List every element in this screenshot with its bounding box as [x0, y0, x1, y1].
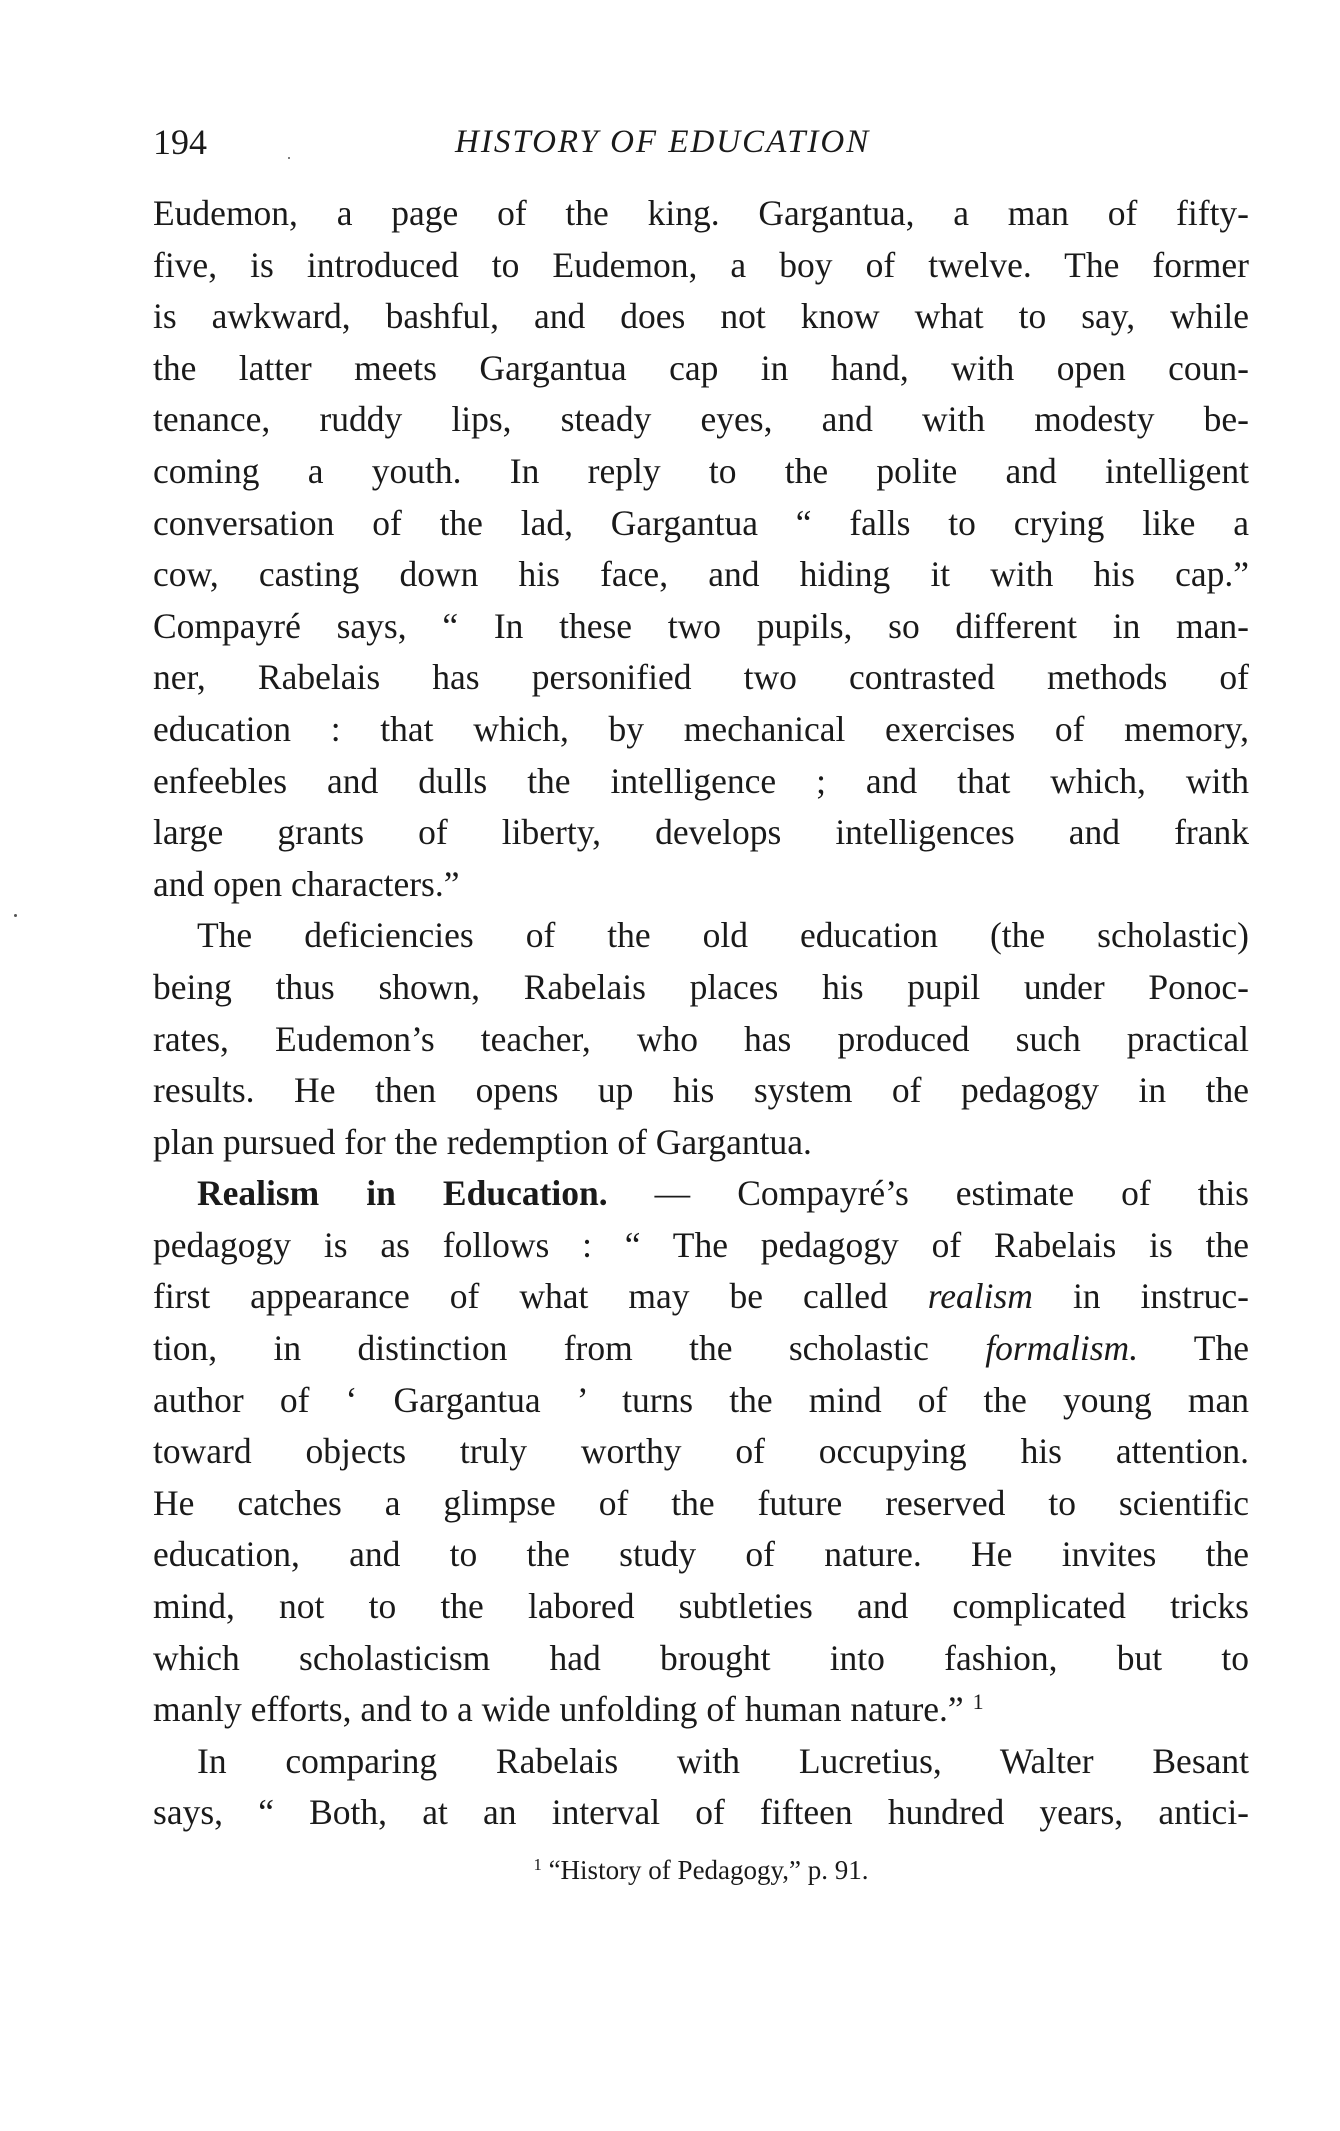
text-line: plan pursued for the redemption of Gargantua. — [153, 1121, 812, 1162]
emphasis: formalism. — [985, 1328, 1139, 1369]
text-line: results. He then opens up his system of pedagogy in the — [153, 1070, 1249, 1111]
text-line: education : that which, by mechanical exercises of memory, — [153, 708, 1249, 749]
text-run: The — [1138, 1328, 1249, 1369]
text-line — [153, 1271, 1249, 1323]
text-line: enfeebles and dulls the intelligence ; and that which, with — [153, 760, 1249, 801]
text-run: manly efforts, and to a wide unfolding of human nature.” — [153, 1689, 964, 1730]
text-line: the latter meets Gargantua cap in hand, with open coun- — [153, 347, 1249, 388]
footnote-marker: 1 — [533, 1854, 542, 1874]
text-line — [153, 1323, 1249, 1375]
page-speck — [14, 914, 17, 917]
text-line: cow, casting down his face, and hiding it with his cap.” — [153, 554, 1249, 595]
emphasis: realism — [927, 1276, 1033, 1317]
page-number: 194 — [153, 122, 207, 162]
running-head — [153, 118, 1249, 166]
text-line: toward objects truly worthy of occupying his attention. — [153, 1431, 1249, 1472]
text-line: Compayré says, “ In these two pupils, so different in man- — [153, 605, 1249, 646]
text-line: which scholasticism had brought into fashion, but to — [153, 1637, 1249, 1678]
text-line: large grants of liberty, develops intelligences and frank — [153, 812, 1249, 853]
text-line: Eudemon, a page of the king. Gargantua, a man of fifty- — [153, 193, 1249, 233]
body-text — [153, 188, 1249, 1839]
text-line: and open characters.” — [153, 863, 460, 904]
text-line: mind, not to the labored subtleties and complicated tricks — [153, 1586, 1249, 1627]
text-line: The deficiencies of the old education (the scholastic) — [197, 915, 1249, 956]
text-line: education, and to the study of nature. He invites the — [153, 1534, 1249, 1575]
text-line: coming a youth. In reply to the polite and intelligent — [153, 450, 1249, 491]
footnote-text: “History of Pedagogy,” p. 91. — [541, 1855, 869, 1885]
text-line: is awkward, bashful, and does not know what to say, while — [153, 296, 1249, 337]
text-line: conversation of the lad, Gargantua “ falls to crying like a — [153, 502, 1249, 543]
text-line: pedagogy is as follows : “ The pedagogy of Rabelais is the — [153, 1224, 1249, 1265]
text-run: first appearance of what may be called — [153, 1276, 928, 1317]
text-run: in instruc- — [1032, 1276, 1249, 1317]
text-line: author of ‘ Gargantua ’ turns the mind of the young man — [153, 1379, 1249, 1420]
text-line — [153, 1684, 1249, 1736]
text-run: — Compayré’s estimate of this — [607, 1173, 1249, 1214]
running-title: HISTORY OF EDUCATION — [455, 124, 871, 160]
page-speck — [288, 157, 290, 159]
text-line: five, is introduced to Eudemon, a boy of twelve. The former — [153, 244, 1249, 285]
text-line: In comparing Rabelais with Lucretius, Walter Besant — [197, 1740, 1249, 1781]
text-line: says, “ Both, at an interval of fifteen hundred years, antici- — [153, 1792, 1249, 1833]
text-line — [153, 1168, 1249, 1220]
section-heading: Realism in Education. — [197, 1173, 608, 1214]
footnote — [153, 1850, 1249, 1890]
text-line: tenance, ruddy lips, steady eyes, and with modesty be- — [153, 399, 1249, 440]
text-line: being thus shown, Rabelais places his pupil under Ponoc- — [153, 966, 1249, 1007]
text-line: ner, Rabelais has personified two contrasted methods of — [153, 657, 1249, 698]
text-line: He catches a glimpse of the future reserved to scientific — [153, 1482, 1249, 1523]
text-run: tion, in distinction from the scholastic — [153, 1328, 986, 1369]
footnote-reference: 1 — [972, 1689, 984, 1715]
text-line: rates, Eudemon’s teacher, who has produced such practical — [153, 1018, 1249, 1059]
